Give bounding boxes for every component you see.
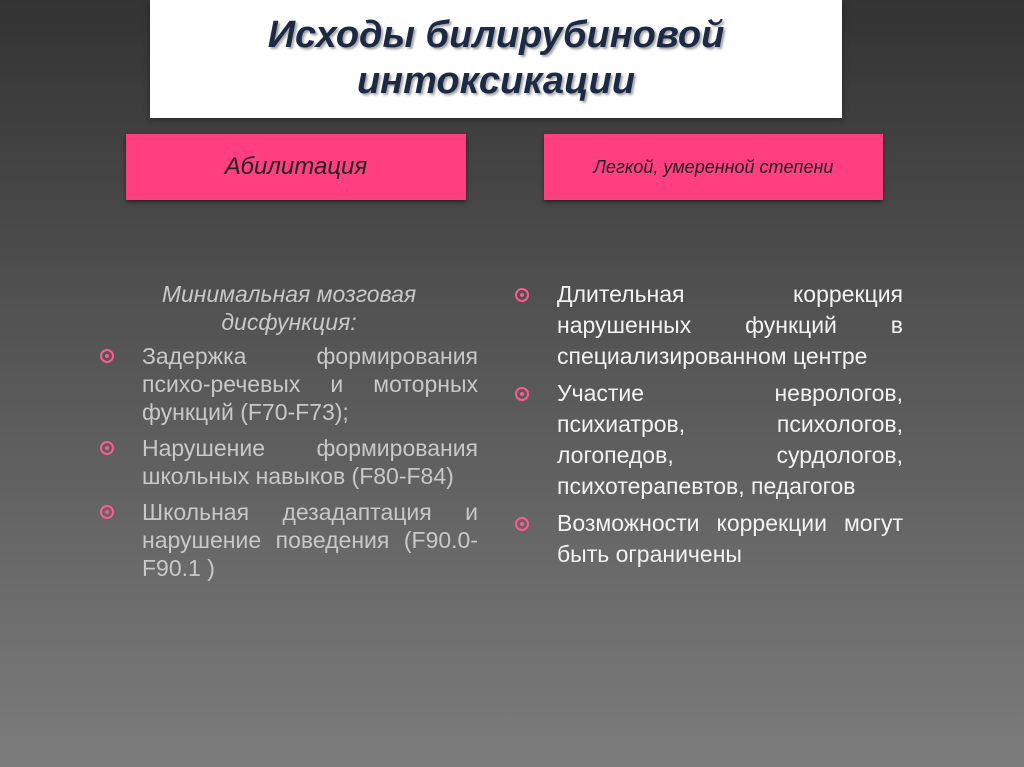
circle-bullet-icon xyxy=(515,387,529,401)
right-column xyxy=(515,279,903,576)
list-item xyxy=(100,434,478,490)
circle-bullet-icon xyxy=(515,288,529,302)
severity-header-box xyxy=(544,134,883,200)
habilitation-header-box xyxy=(126,134,466,200)
habilitation-label: Абилитация xyxy=(224,153,368,180)
left-column-list xyxy=(100,342,478,582)
list-item-text: Длительная коррекция нарушенных функций в специализированном центре xyxy=(557,281,903,369)
list-item xyxy=(100,498,478,582)
right-column-list xyxy=(515,279,903,570)
list-item xyxy=(100,342,478,426)
title-box xyxy=(150,0,842,118)
circle-bullet-icon xyxy=(100,441,114,455)
subtitle-line-2: дисфункция: xyxy=(221,309,357,335)
left-column xyxy=(100,280,478,590)
list-item-text: Возможности коррекции могут быть ограничены xyxy=(557,510,903,567)
circle-bullet-icon xyxy=(515,517,529,531)
list-item-text: Участие неврологов, психиатров, психологов, логопедов, сурдологов, психотерапевтов, педагогов xyxy=(557,380,903,499)
list-item xyxy=(515,279,903,372)
title-line-1: Исходы билирубиновой xyxy=(267,14,725,56)
circle-bullet-icon xyxy=(100,505,114,519)
list-item-text: Нарушение формирования школьных навыков (F80-F84) xyxy=(142,435,478,489)
list-item-text: Школьная дезадаптация и нарушение поведения (F90.0-F90.1 ) xyxy=(142,499,478,581)
slide-title xyxy=(150,12,842,104)
list-item xyxy=(515,508,903,570)
subtitle-line-1: Минимальная мозговая xyxy=(161,281,417,307)
title-line-2: интоксикации xyxy=(356,60,636,102)
left-column-subtitle xyxy=(100,280,478,336)
circle-bullet-icon xyxy=(100,349,114,363)
list-item-text: Задержка формирования психо-речевых и моторных функций (F70-F73); xyxy=(142,343,478,425)
list-item xyxy=(515,378,903,502)
severity-label: Легкой, умеренной степени xyxy=(593,156,834,177)
